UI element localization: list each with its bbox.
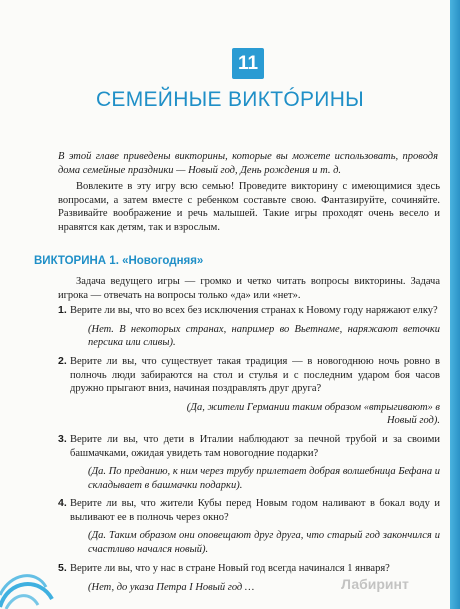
question-3	[58, 433, 440, 492]
chapter-intro-italic: В этой главе приведены викторины, которые вы можете использовать, проводя дома семейные праздники — Новый год, День рождения и т. д.	[58, 151, 438, 176]
question-answer: (Да, жители Германии таким образом «втрыгивают» в Новый год).	[186, 401, 440, 426]
question-2	[58, 355, 440, 428]
question-number: 1.	[58, 304, 67, 316]
quiz-section-title: ВИКТОРИНА 1. «Новогодняя»	[34, 255, 204, 267]
question-number: 2.	[58, 355, 67, 367]
chapter-number-badge: 11	[232, 48, 264, 79]
question-4	[58, 497, 440, 556]
question-text: Верите ли вы, что у нас в стране Новый год всегда начинался 1 января?	[70, 563, 390, 574]
question-answer: (Да. По преданию, к ним через трубу прилетает добрая волшебница Бефана и складывает в башмачки подарки).	[88, 466, 440, 491]
question-answer: (Нет. В некоторых странах, например во Вьетнаме, наряжают веточки персика или сливы).	[88, 323, 440, 348]
question-answer: (Да. Таким образом они оповещают друг друга, что старый год закончился и счастливо начался новый).	[88, 530, 440, 555]
chapter-title: СЕМЕЙНЫЕ ВИКТÓРИНЫ	[95, 88, 365, 111]
question-answer: (Нет, до указа Петра I Новый год …	[88, 581, 255, 593]
quiz-task-paragraph: Задача ведущего игры — громко и четко читать вопросы викторины. Задача игрока — отвечать на вопросы только «да» или «нет».	[58, 276, 440, 301]
question-text: Верите ли вы, что дети в Италии наблюдают за печной трубой и за своими башмачками, ожидая увидеть там новогодние подарки?	[70, 434, 440, 459]
question-1	[58, 304, 440, 350]
watermark-logo: Лабиринт	[341, 576, 409, 592]
question-text: Верите ли вы, что во всех без исключения странах к Новому году наряжают елку?	[70, 305, 438, 316]
question-text: Верите ли вы, что существует такая традиция — в новогоднюю ночь ровно в полночь люди забираются на стол и стулья и с последним ударом боя часов дружно прыгают вниз, начиная поздравлять друг друга?	[70, 356, 440, 394]
question-number: 5.	[58, 562, 67, 574]
decorative-swirl-icon	[0, 559, 60, 609]
chapter-intro-paragraph: Вовлеките в эту игру всю семью! Проведите викторину с имеющимися здесь вопросами, а затем вместе с ребенком составьте свою. Фантазируйте, сочиняйте. Развивайте воображение и речь малышей. Такие игры проходят очень весело и нравятся как детям, так и взрослым.	[58, 181, 440, 233]
question-number: 3.	[58, 433, 67, 445]
question-number: 4.	[58, 497, 67, 509]
question-text: Верите ли вы, что жители Кубы перед Новым годом наливают в бокал воду и выливают ее в полночь через окно?	[70, 498, 440, 523]
